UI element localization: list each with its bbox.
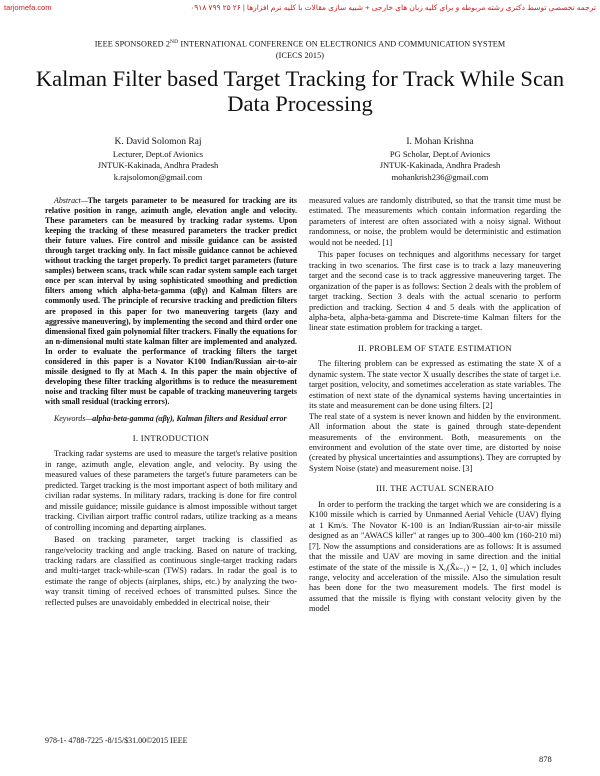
intro-paragraph-3: This paper focuses on techniques and algorithms necessary for target tracking in two scenarios. The first case is to track a lazy maneuvering target and the second case is to track aggressive maneuvering target. The organization of the paper is as follows: Section 2 deals with the problem of target tracking. Section 3 deals with the actual scenario to perform prediction and tracking. Section 4 and 5 deals with the application of alpha-beta, alpha-beta-gamma and Discrete-time Kalman filters for the linear state estimation problem for tracking a target.: [309, 250, 561, 333]
conference-header: [20, 37, 580, 61]
author-position: PG Scholar, Dept.of Avionics: [389, 148, 491, 159]
problem-paragraph-2: The real state of a system is never known and hidden by the environment. All information about the state is gained through state-dependent measurements of the environment. Both, measurements on the environment and evolution of the state over time, are distorted by noise (created by physical uncertainties and assumptions). They are corrupted by System Noise (state) and measurement noise. [3]: [309, 411, 561, 473]
section-heading-introduction: I. INTRODUCTION: [132, 433, 210, 444]
author-block-2: [340, 137, 540, 183]
author-name: K. David Solomon Raj: [114, 137, 202, 147]
intro-paragraph-1: Tracking radar systems are used to measure the target's relative position in range, azimuth angle, elevation angle, and velocity. By using the measured values of these parameters the target's future parameters can be predicted. Target tracking is the most important aspect of both military and civilian radar systems. In military radars, tracking is done for fire control and missile guidance; missile guidance is almost impossible without target tracking. Civilian airport traffic control radars, utilize tracking as a means of controlling incoming and departing airplanes.: [45, 449, 297, 532]
problem-paragraph-1: The filtering problem can be expressed as estimating the state X of a dynamic system. The state vector X usually describes the state of target i.e. target position, velocity, and sometimes acceleration as state variables. The estimation of next state of the dynamical systems having uncertainties in its state and measurement can be done using filters. [2]: [309, 359, 561, 411]
author-email[interactable]: mohankrish236@gmail.com: [391, 171, 489, 182]
conference-line1: IEEE SPONSORED 2ND INTERNATIONAL CONFERENCE ON ELECTRONICS AND COMMUNICATION SYSTEM: [94, 39, 506, 49]
conference-line2: (ICECS 2015): [275, 50, 325, 60]
page-number: 878: [539, 754, 552, 764]
scenario-paragraph-1: In order to perform the tracking the target which we are considering is a K100 missile which is carried by Unmanned Aerial Vehicle (UAV) flying at 1 Km/s. The Novator K-100 is an Indian/Russian air-to-air missile designed as an "AWACS killer" at ranges up to 300–400 km (160-210 mi)[7]. Now the assumptions and considerations are as follows: It is assumed that the missile and UAV are moving in same direction and the initial estimate of the state of the missile is X₀(X̂ₖ₋₁) = [2, 1, 0] which includes range, velocity and acceleration of the missile. Also the simulation result has been done for the two measurement models. The first model is assumed that the missile is flying with constant velocity given by the model: [309, 499, 561, 614]
banner-advert: ۰۹۱۸ ۷۹۹ ۲۵ ۲۶ | ترجمه تخصصی توسط دکتری رشته مربوطه و برای کلیه زبان های خارجی + شبیه سازی مقالات با کلیه نرم افزارها: [190, 3, 596, 12]
author-name: I. Mohan Krishna: [406, 137, 474, 147]
intro-paragraph-2: Based on tracking parameter, target tracking is classified as range/velocity tracking and angle tracking. Based on nature of tracking, tracking radars are classified as continuous single-target tracking radars and multi-target track-while-scan (TWS) radars. In radar the goal is to estimate the range of objects (airplanes, ships, etc.) by analyzing the two-way transit timing of received echoes of transmitted pulses. Since the reflected pulses are unavoidably embedded in electrical noise, their: [45, 535, 297, 607]
section-heading-scenario: III. THE ACTUAL SCNERAIO: [376, 483, 494, 494]
author-email[interactable]: k.rajsolomon@gmail.com: [113, 171, 203, 182]
keywords: Keywords—alpha-beta-gamma (αβγ), Kalman filters and Residual error: [54, 413, 287, 423]
left-column: [45, 196, 297, 608]
author-block-1: [58, 137, 258, 183]
banner-site[interactable]: tarjomefa.com: [4, 3, 52, 12]
author-affiliation: JNTUK-Kakinada, Andhra Pradesh: [379, 160, 501, 170]
section-heading-problem: II. PROBLEM OF STATE ESTIMATION: [358, 342, 512, 353]
intro-paragraph-continued: measured values are randomly distributed, so that the transit time must be estimated. The measurements which contain information regarding the parameters of interest are often associated with a noisy signal. Without randomness, or noise, the problem would be deterministic and estimation would not be needed. [1]: [309, 196, 561, 247]
footer-isbn: 978-1- 4788-7225 -8/15/$31.00©2015 IEEE: [45, 736, 188, 745]
top-banner: [4, 3, 596, 16]
right-column: [309, 196, 561, 615]
author-position: Lecturer, Dept.of Avionics: [112, 148, 204, 159]
author-affiliation: JNTUK-Kakinada, Andhra Pradesh: [97, 160, 219, 170]
paper-title: Kalman Filter based Target Tracking for Track While Scan Data Processing: [35, 66, 565, 116]
abstract: Abstract—The targets parameter to be measured for tracking are its relative position in range, azimuth angle, elevation angle and velocity. These parameters can be measured by tracking radar systems. Upon keeping the tracking of these measured parameters the tracker predict their future values. Fire control and missile guidance can be assisted through target tracking only. In fact missile guidance cannot be achieved without tracking the target properly. To predict target parameters (future samples) between scans, track while scan radar system sample each target once per scan interval by using sophisticated smoothing and prediction filters among which alpha-beta-gamma (αβγ) and Kalman filters are commonly used. The principle of recursive tracking and prediction filters are proposed in this paper for two maneuvering targets (lazy and aggressive maneuvering), by implementing the second and third order one dimensional fixed gain polynomial filter trackers. Finally the equations for an n-dimensional multi state kalman filter are implemented and analyzed. In order to evaluate the performance of tracking filters the target considered in this paper is a Novator K100 Indian/Russian air-to-air missile designed to fly at Mach 4. In this paper the main objective of developing these filter tracking algorithms is to reduce the measurement noise and tracking filter must be capable of tracking maneuvering targets with small residual (tracking errors).: [45, 196, 297, 406]
